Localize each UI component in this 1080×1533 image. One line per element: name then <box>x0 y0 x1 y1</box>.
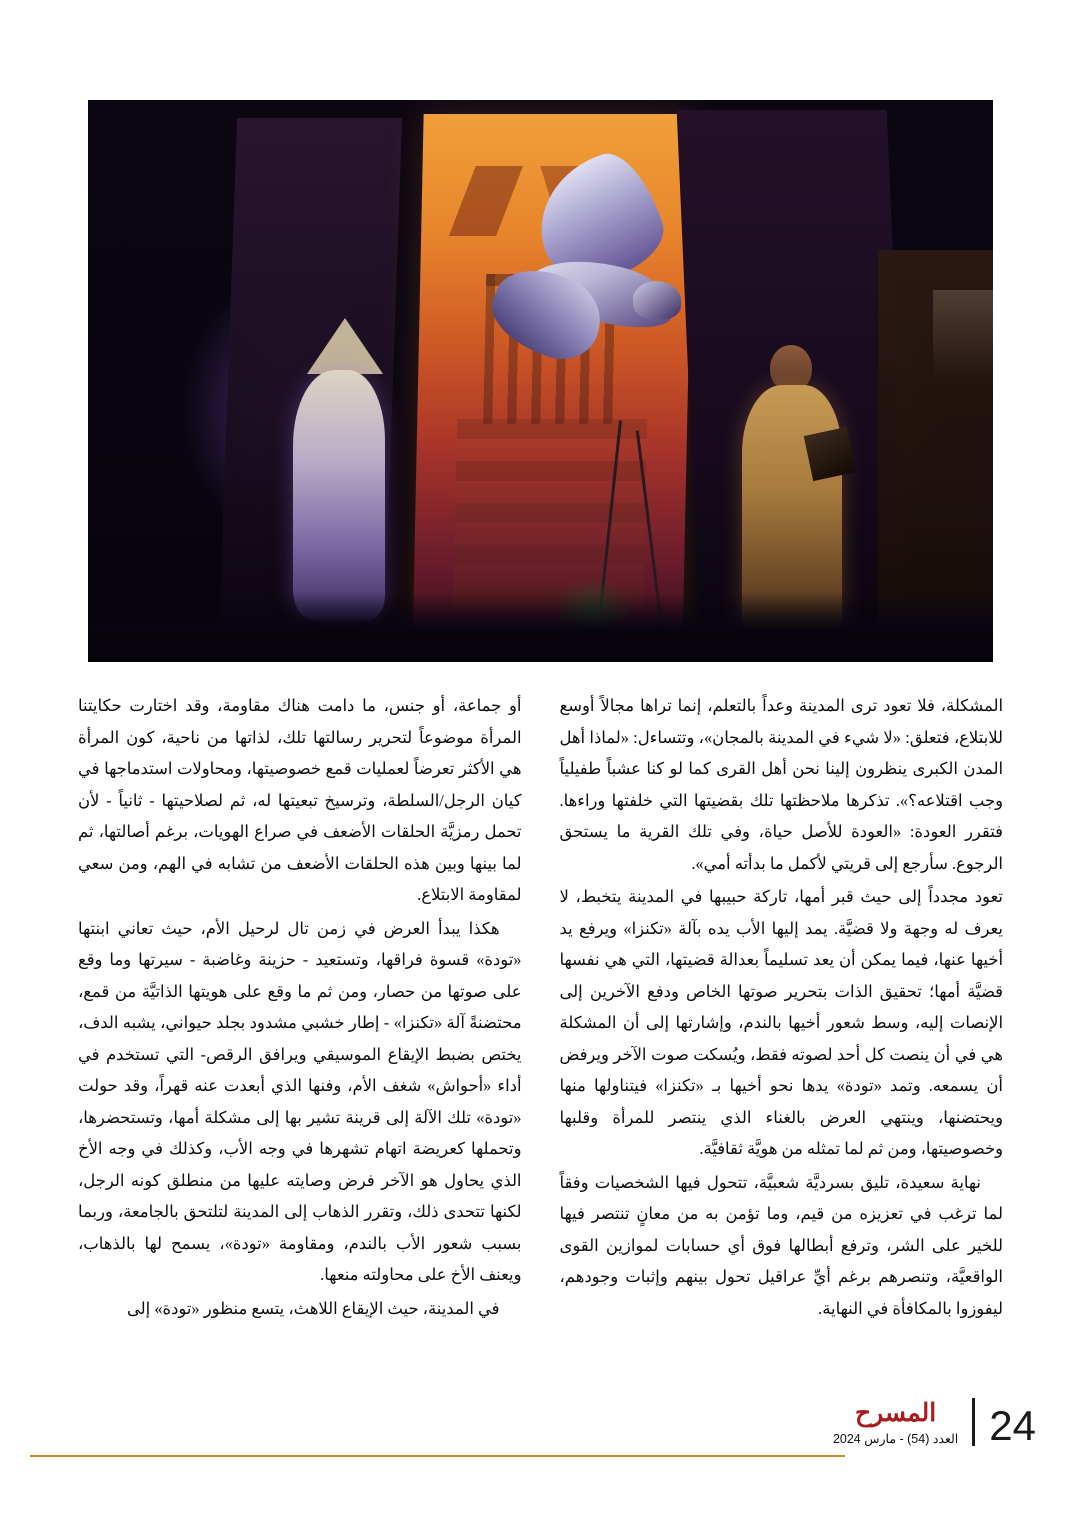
magazine-title: المسرح <box>854 1399 937 1428</box>
paragraph: نهاية سعيدة، تليق بسرديَّة شعبيَّة، تتحول فيها الشخصيات وفقاً لما ترغب في تعزيزه من قيم، وما تؤمن به من معانٍ تنتصر فيها للخير على الشر، وترفع أبطالها فوق أي حسابات لموازين القوى الواقعيَّة، وتنصرهم برغم أيِّ عراقيل تحول بينهم وإثبات وجودهم، ليفوزوا بالمكافأة في النهاية. <box>559 1172 1003 1318</box>
text-column-left <box>560 690 1004 1326</box>
footer-divider <box>30 1455 845 1457</box>
performer-left-robe <box>293 370 385 620</box>
issue-line: العدد (54) - مارس 2024 <box>832 1432 959 1447</box>
paragraph: المشكلة، فلا تعود ترى المدينة وعداً بالتعلم، إنما تراها مجالاً أوسع للابتلاع، فتعلق: «لا شيء في المدينة بالمجان»، وتتساءل: «لماذا أهل المدن الكبرى ينظرون إلينا نحن أهل القرى كما لو كنا عشباً طفيلياً وجب اقتلاعه؟». تذكرها ملاحظتها تلك بقضيتها التي خلفتها وراءها. فتقرر العودة: «العودة للأصل حياة، وفي تلك القرية ما يستحق الرجوع. سأرجع إلى قريتي لأكمل ما بدأته أمي». <box>559 696 1003 873</box>
dove-head <box>633 281 681 319</box>
paragraph: أو جماعة، أو جنس، ما دامت هناك مقاومة، وقد اختارت حكايتنا المرأة موضوعاً لتحرير رسالتها تلك، لذاتها من ناحية، كون المرأة هي الأكثر تعرضاً لعمليات قمع خصوصيتها، ومحاولات استدماجها في كيان الرجل/السلطة، وترسيخ تبعيتها له، ثم لصلاحيتها - ثانياً - لأن تحمل رمزيَّة الحلقات الأضعف في صراع الهويات، برغم أصالتها، ثم لما بينها وبين هذه الحلقات الأضعف من تشابه في الهم، ومن سعي لمقاومة الابتلاع. <box>78 696 522 904</box>
article-body <box>78 690 1003 1326</box>
photo-canvas <box>88 100 993 662</box>
stage-lamp-glow <box>933 290 993 380</box>
dove-icon <box>468 155 698 370</box>
footer-separator-bar <box>972 1398 975 1446</box>
performer-left <box>283 318 393 618</box>
page-number: 24 <box>989 1402 1036 1450</box>
stage-floor <box>88 592 993 662</box>
footer-masthead <box>833 1398 958 1448</box>
text-column-right <box>78 690 522 1326</box>
paragraph: في المدينة، حيث الإيقاع اللاهث، يتسع منظور «تودة» إلى <box>127 1298 500 1318</box>
performer-left-hat <box>307 318 383 374</box>
paragraph: هكذا يبدأ العرض في زمن تال لرحيل الأم، حيث تعاني ابنتها «تودة» قسوة فراقها، وتستعيد - حزينة وغاضبة - سيرتها وما وقع على صوتها من حصار، ومن ثم ما وقع على هويتها الذاتيَّة من قمع، محتضنةً آلة «تكنزا» - إطار خشبي مشدود بجلد حيواني، يشبه الدف، يختص بضبط الإيقاع الموسيقي ويرافق الرقص- التي تستخدم في أداء «أحواش» شغف الأم، وفنها الذي أبعدت عنه قهراً، وقد حولت «تودة» تلك الآلة إلى قرينة تشير بها إلى مشكلة أمها، وتستحضرها، وتحملها كعريضة اتهام تشهرها في وجه الأب، وكذلك في وجه الأخ الذي يحاول هو الآخر فرض وصايته عليها من منطلق كونه الرجل، لكنها تتحدى ذلك، وتقرر الذهاب إلى المدينة لتلتحق بالجامعة، وربما بسبب شعور الأب بالندم، ومقاومة «تودة»، يسمح لها بالذهاب، ويعنف الأخ على محاولته منعها. <box>78 918 522 1284</box>
stage-photograph <box>88 100 993 662</box>
paragraph: تعود مجدداً إلى حيث قبر أمها، تاركة حبيبها في المدينة يتخبط، لا يعرف له وجهة ولا قضيَّة. يمد إليها الأب يده بآلة «تكنزا» ويرفع يد أخيها عنها، فيما يمكن أن يعد تسليماً بعدالة قضيتها، التي هي نفسها قضيَّة أمها؛ تحقيق الذات بتحرير صوتها الخاص ودفع الآخرين إلى الإنصات إليه، وسط شعور أخيها بالندم، وإشارتها إلى أن المشكلة هي في أن ينصت كل أحد لصوته فقط، ويُسكت صوت الآخر ويرفض أن يسمعه. وتمد «تودة» يدها نحو أخيها بـ «تكنزا» فيتناولها منها ويحتضنها، وينتهي العرض بالغناء الذي ينتصر للمرأة وقلبها وخصوصيتها، ومن ثم لما تمثله من هويَّة ثقافيَّة. <box>559 887 1003 1158</box>
performer-right-prop <box>804 427 857 481</box>
page-footer <box>833 1398 1036 1448</box>
